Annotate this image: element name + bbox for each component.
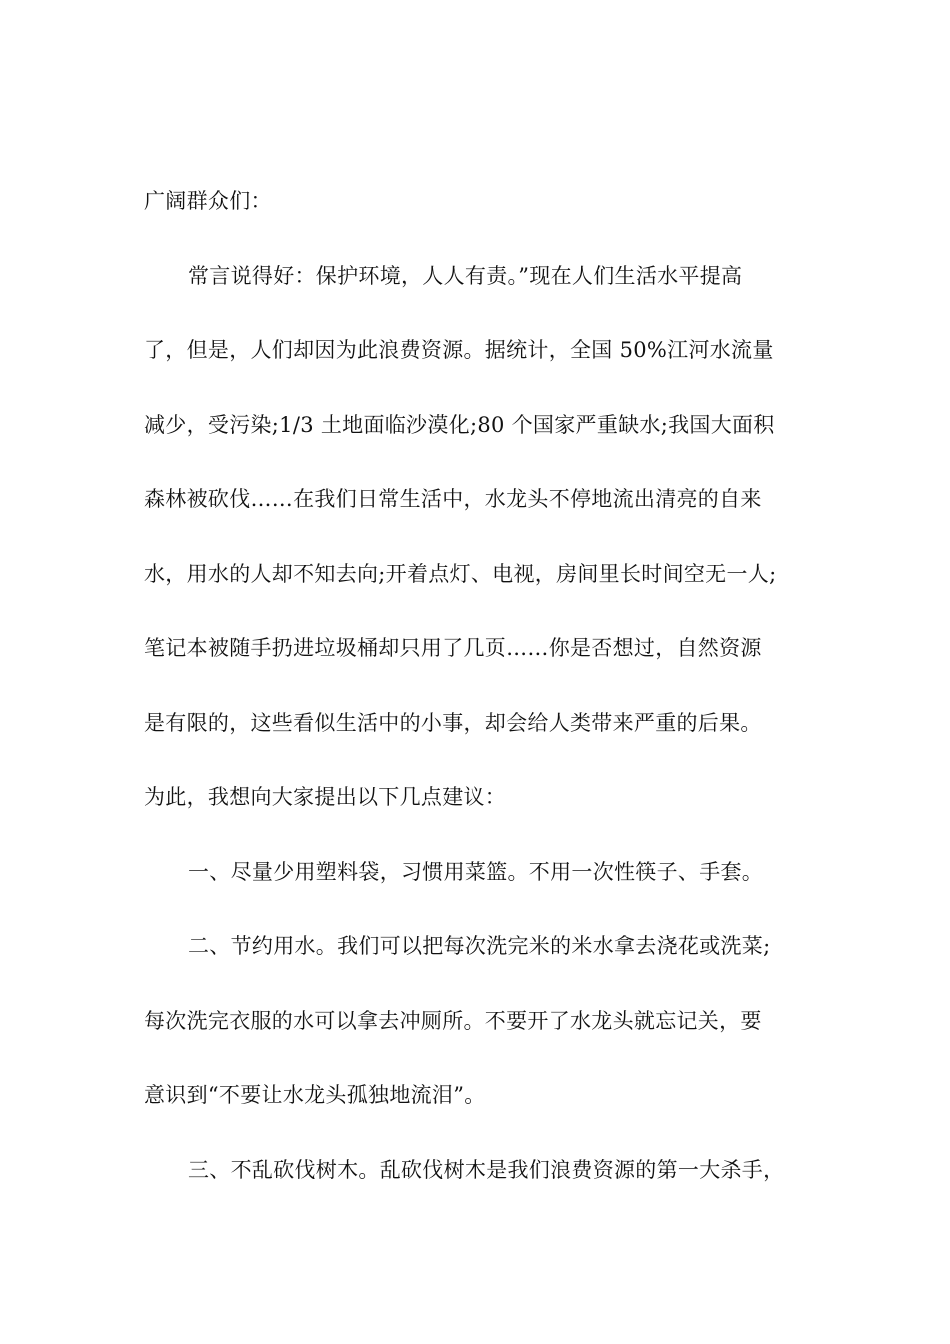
paragraph-line: 水，用水的人却不知去向;开着点灯、电视，房间里长时间空无一人; — [144, 561, 777, 586]
salutation-line: 广阔群众们： — [144, 189, 272, 213]
paragraph-line: 了，但是，人们却因为此浪费资源。据统计，全国 50%江河水流量 — [144, 338, 774, 362]
paragraph-line: 常言说得好：保护环境，人人有责。”现在人们生活水平提高 — [188, 263, 743, 288]
paragraph-line: 为此，我想向大家提出以下几点建议： — [144, 785, 507, 809]
suggestion-three-line: 三、不乱砍伐树木。乱砍伐树木是我们浪费资源的第一大杀手， — [188, 1157, 785, 1182]
paragraph-line: 意识到“不要让水龙头孤独地流泪”。 — [144, 1083, 486, 1107]
paragraph-line: 森林被砍伐……在我们日常生活中，水龙头不停地流出清亮的自来 — [144, 487, 762, 511]
suggestion-two-line: 二、节约用水。我们可以把每次洗完米的米水拿去浇花或洗菜; — [188, 934, 771, 958]
paragraph-line: 减少，受污染;1/3 土地面临沙漠化;80 个国家严重缺水;我国大面积 — [144, 412, 775, 437]
paragraph-line: 笔记本被随手扔进垃圾桶却只用了几页……你是否想过，自然资源 — [144, 636, 762, 660]
suggestion-one-line: 一、尽量少用塑料袋，习惯用菜篮。不用一次性筷子、手套。 — [188, 859, 764, 884]
paragraph-line: 每次洗完衣服的水可以拿去冲厕所。不要开了水龙头就忘记关，要 — [144, 1008, 762, 1033]
document-body — [144, 184, 834, 1227]
paragraph-line: 是有限的，这些看似生活中的小事，却会给人类带来严重的后果。 — [144, 710, 762, 735]
